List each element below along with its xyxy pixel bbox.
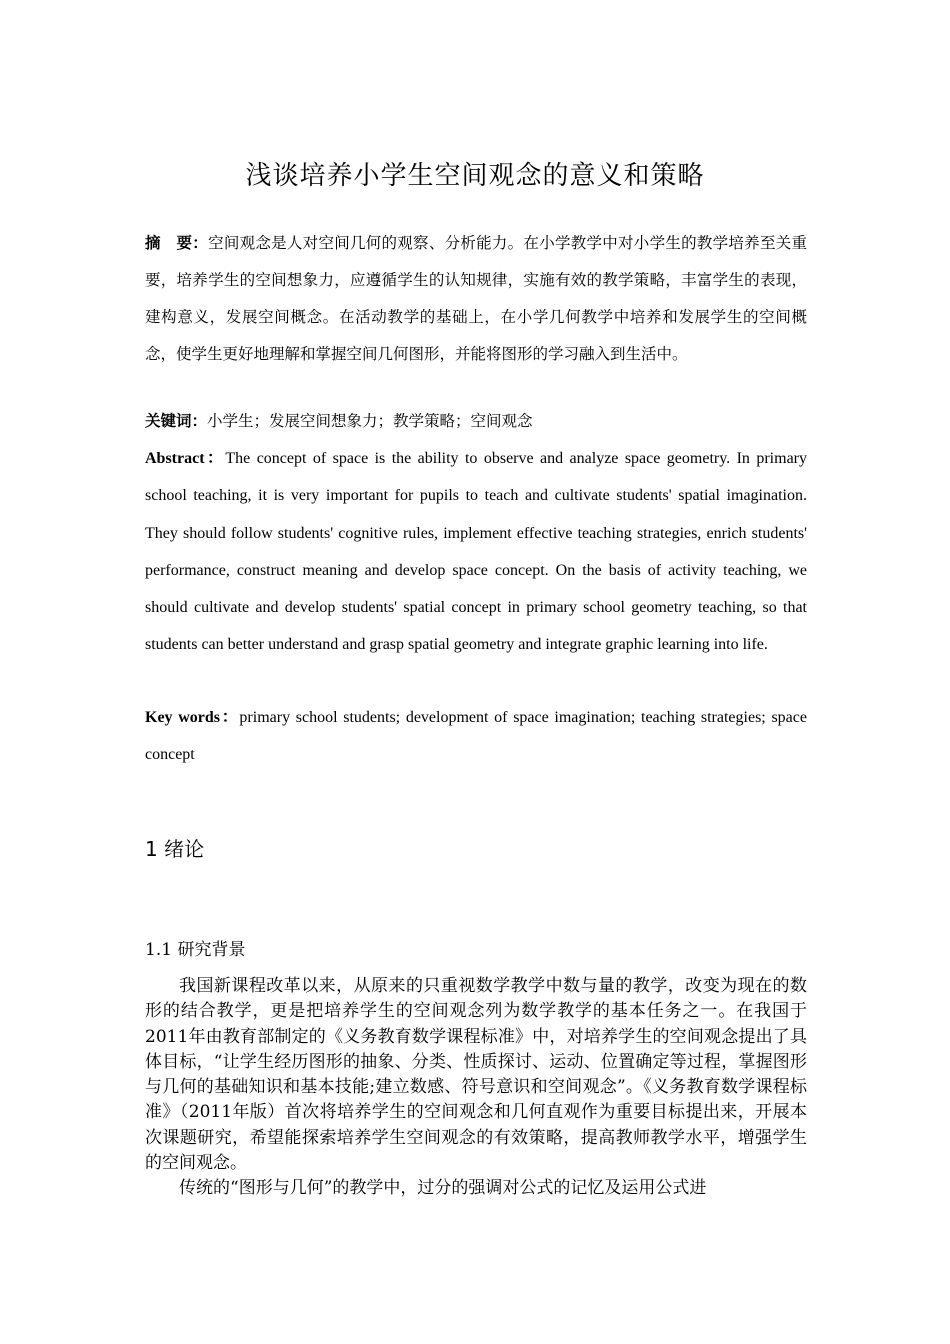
english-keywords-label: Key words： (145, 709, 240, 726)
paper-title: 浅谈培养小学生空间观念的意义和策略 (245, 161, 705, 191)
section-body (145, 974, 807, 1202)
chinese-abstract-text: 空间观念是人对空间几何的观察、分析能力。在小学教学中对小学生的教学培养至关重要，培养学生的空间想象力，应遵循学生的认知规律，实施有效的教学策略，丰富学生的表现，建构意义，发展空间概念。在活动教学的基础上，在小学几何教学中培养和发展学生的空间概念，使学生更好地理解和掌握空间几何图形，并能将图形的学习融入到生活中。 (145, 234, 807, 363)
chinese-keywords-label: 关键词： (145, 411, 208, 430)
english-abstract-text: The concept of space is the ability to observe and analyze space geometry. In primary school teaching, it is very important for pupils to teach and cultivate students' spatial imagination. They should follow students' cognitive rules, implement effective teaching strategies, enrich students' performance, construct meaning and develop space concept. On the basis of activity teaching, we should cultivate and develop students' spatial concept in primary school geometry teaching, so that students can better understand and grasp spatial geometry and integrate graphic learning into life. (145, 450, 807, 654)
body-paragraph: 我国新课程改革以来，从原来的只重视数学教学中数与量的教学，改变为现在的数形的结合教学，更是把培养学生的空间观念列为数学教学的基本任务之一。在我国于2011年由教育部制定的《义务教育数学课程标准》中，对培养学生的空间观念提出了具体目标，“让学生经历图形的抽象、分类、性质探讨、运动、位置确定等过程，掌握图形与几何的基础知识和基本技能;建立数感、符号意识和空间观念”。《义务教育数学课程标准》（2011年版）首次将培养学生的空间观念和几何直观作为重要目标提出来，开展本次课题研究，希望能探索培养学生空间观念的有效策略，提高教师教学水平，增强学生的空间观念。 (145, 976, 807, 1174)
subsection-heading: 1.1 研究背景 (145, 940, 246, 960)
chinese-abstract-label: 摘 要： (145, 233, 209, 252)
section-heading: 1 绪论 (145, 837, 205, 861)
english-abstract (145, 440, 807, 664)
english-abstract-label: Abstract： (145, 450, 226, 467)
english-keywords-text: primary school students; development of space imagination; teaching strategies; space concept (145, 709, 807, 763)
chinese-abstract (145, 224, 807, 373)
chinese-keywords-text: 小学生；发展空间想象力；教学策略；空间观念 (207, 412, 533, 430)
english-keywords (145, 699, 807, 773)
chinese-keywords (145, 406, 807, 436)
body-paragraph: 传统的“图形与几何”的教学中，过分的强调对公式的记忆及运用公式进 (179, 1178, 707, 1199)
